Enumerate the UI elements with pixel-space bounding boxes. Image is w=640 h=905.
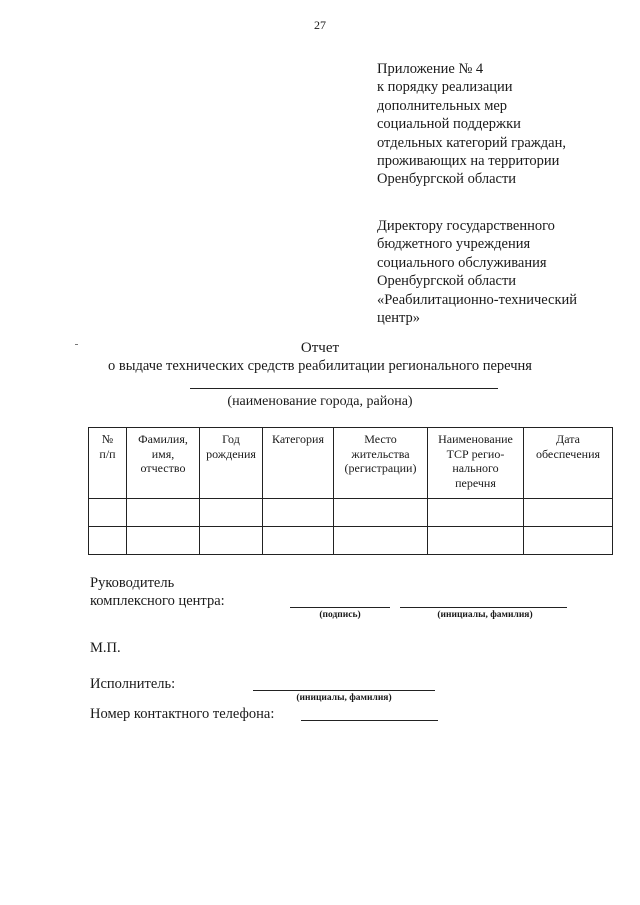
page-number: 27 [314, 18, 326, 32]
header-line: (регистрации) [344, 461, 417, 475]
table-row [89, 527, 613, 555]
signature-caption: (подпись) [319, 610, 361, 620]
table-row [89, 499, 613, 527]
header-line: п/п [99, 446, 116, 461]
table-cell [89, 527, 127, 555]
city-name-line [190, 388, 498, 389]
head-label-line1: Руководитель [90, 575, 175, 591]
header-line: обеспечения [535, 446, 601, 461]
header-line: Дата [556, 432, 580, 446]
annex-line: дополнительных мер [377, 97, 508, 114]
table-cell [428, 527, 524, 555]
header-birth-year [200, 428, 263, 499]
header-provision-date [524, 428, 613, 499]
addressee-line: социального обслуживания [377, 254, 547, 271]
signature-line [290, 607, 390, 608]
header-device-name [428, 428, 524, 499]
phone-line [301, 720, 438, 721]
table-cell [200, 499, 263, 527]
table-cell [524, 527, 613, 555]
header-number [89, 428, 127, 499]
header-line: нального [452, 461, 499, 475]
table-cell [127, 527, 200, 555]
table-cell [127, 499, 200, 527]
header-line: Место [364, 432, 397, 446]
header-line: жительства [351, 446, 410, 461]
annex-line: социальной поддержки [377, 116, 521, 133]
header-line: № [101, 432, 114, 446]
table-cell [524, 499, 613, 527]
table-cell [428, 499, 524, 527]
header-category [263, 428, 334, 499]
addressee-line: «Реабилитационно-технический [377, 291, 578, 308]
head-initials-caption: (инициалы, фамилия) [437, 610, 533, 620]
executor-label: Исполнитель: [90, 676, 176, 692]
header-line: Наименование [438, 432, 513, 446]
header-line: Категория [272, 432, 324, 446]
annex-line: отдельных категорий граждан, [377, 134, 566, 151]
table-cell [334, 499, 428, 527]
annex-line: Приложение № 4 [377, 61, 484, 77]
seal-mark: М.П. [90, 640, 121, 656]
table-cell [263, 499, 334, 527]
table-cell [89, 499, 127, 527]
header-line: Год [222, 432, 240, 446]
annex-block [377, 60, 566, 189]
addressee-line: Оренбургской области [377, 273, 517, 290]
annex-line: Оренбургской области [377, 171, 517, 188]
head-initials-line [400, 607, 567, 608]
addressee-line: центр» [377, 310, 420, 327]
executor-line [253, 690, 435, 691]
report-title: Отчет [300, 340, 340, 356]
header-line: Фамилия, [138, 432, 188, 446]
table-cell [334, 527, 428, 555]
executor-caption: (инициалы, фамилия) [296, 693, 392, 703]
table-cell [263, 527, 334, 555]
table-cell [200, 527, 263, 555]
addressee-line: Директору государственного [377, 218, 555, 234]
header-full-name [127, 428, 200, 499]
header-line: отчество [140, 461, 186, 475]
header-residence [334, 428, 428, 499]
addressee-line: бюджетного учреждения [377, 236, 531, 253]
annex-line: проживающих на территории [377, 153, 560, 170]
annex-line: к порядку реализации [377, 79, 513, 96]
header-line: рождения [206, 446, 256, 461]
phone-label: Номер контактного телефона: [90, 706, 275, 722]
addressee-block [377, 217, 577, 327]
header-line: перечня [455, 475, 496, 490]
report-table [88, 427, 613, 555]
report-subtitle: о выдаче технических средств реабилитации регионального перечня [108, 358, 532, 374]
city-caption: (наименование города, района) [227, 394, 413, 409]
header-line: ТСР регио- [446, 446, 505, 461]
header-line: имя, [151, 446, 175, 461]
head-label-line2: комплексного центра: [90, 593, 225, 609]
table-header-row [89, 428, 613, 499]
